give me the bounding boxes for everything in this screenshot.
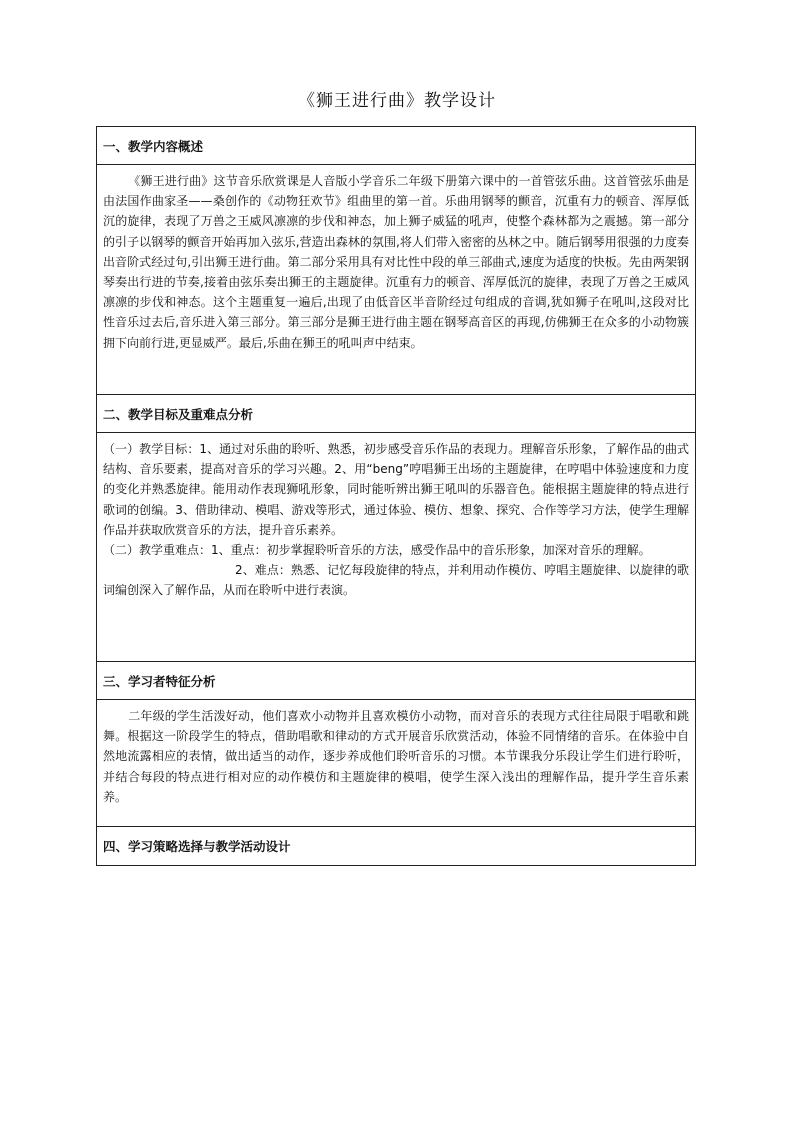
paragraph: 2、难点：熟悉、记忆每段旋律的特点，并利用动作模仿、哼唱主题旋律、以旋律的歌词编创深入了解作品，从而在聆听中进行表演。: [103, 563, 689, 598]
section-heading-content-overview: 一、教学内容概述: [97, 127, 695, 165]
section-heading-learner-analysis: 三、学习者特征分析: [97, 662, 695, 700]
page-title: 《狮王进行曲》教学设计: [298, 91, 496, 111]
section-heading-strategy: 四、学习策略选择与教学活动设计: [103, 839, 291, 854]
section-body-learner-analysis: [97, 700, 695, 827]
lesson-plan-table: [96, 126, 696, 866]
section-heading-goals: 二、教学目标及重难点分析: [97, 395, 695, 433]
paragraph: 《狮王进行曲》这节音乐欣赏课是人音版小学音乐二年级下册第六课中的一首管弦乐曲。这首管弦乐曲是由法国作曲家圣——桑创作的《动物狂欢节》组曲里的第一首。乐曲用钢琴的颤音，沉重有力的顿音、浑厚低沉的旋律，表现了万兽之王威风凛凛的步伐和神态，加上狮子威猛的吼声，使整个森林都为之震撼。第一部分的引子以钢琴的颤音开始再加入弦乐,营造出森林的氛围,将人们带入密密的丛林之中。随后钢琴用很强的力度奏出音阶式经过句,引出狮王进行曲。第二部分采用具有对比性中段的单三部曲式,速度为适度的快板。先由两架钢琴奏出行进的节奏,接着由弦乐奏出狮王的主题旋律。沉重有力的顿音、浑厚低沉的旋律，表现了万兽之王威风凛凛的步伐和神态。这个主题重复一遍后,出现了由低音区半音阶经过句组成的音调,犹如狮子在吼叫,这段对比性音乐过去后,音乐进入第三部分。第三部分是狮王进行曲主题在钢琴高音区的再现,仿佛狮王在众多的小动物簇拥下向前行进,更显威严。最后,乐曲在狮王的吼叫声中结束。: [103, 174, 689, 350]
paragraph: 二年级的学生活泼好动，他们喜欢小动物并且喜欢模仿小动物，而对音乐的表现方式往往局限于唱歌和跳舞。根据这一阶段学生的特点，借助唱歌和律动的方式开展音乐欣赏活动，体验不同情绪的音乐。在体验中自然地流露相应的表情，做出适当的动作，逐步养成他们聆听音乐的习惯。本节课我分乐段让学生们进行聆听，并结合每段的特点进行相对应的动作模仿和主题旋律的模唱，使学生深入浅出的理解作品，提升学生音乐素养。: [103, 709, 689, 804]
paragraph: （二）教学重难点：1、重点：初步掌握聆听音乐的方法，感受作品中的音乐形象，加深对音乐的理解。: [103, 543, 651, 558]
section-body-goals: [97, 433, 695, 662]
section-body-content-overview: [97, 165, 695, 395]
paragraph: （一）教学目标：1、通过对乐曲的聆听、熟悉，初步感受音乐作品的表现力。理解音乐形象，了解作品的曲式结构、音乐要素，提高对音乐的学习兴趣。2、用“beng”哼唱狮王出场的主题旋律，在哼唱中体验速度和力度的变化并熟悉旋律。能用动作表现狮吼形象，同时能听辨出狮王吼叫的乐器音色。能根据主题旋律的特点进行歌词的创编。3、借助律动、模唱、游戏等形式，通过体验、模仿、想象、探究、合作等学习方法，使学生理解作品并获取欣赏音乐的方法，提升音乐素养。: [103, 442, 689, 537]
